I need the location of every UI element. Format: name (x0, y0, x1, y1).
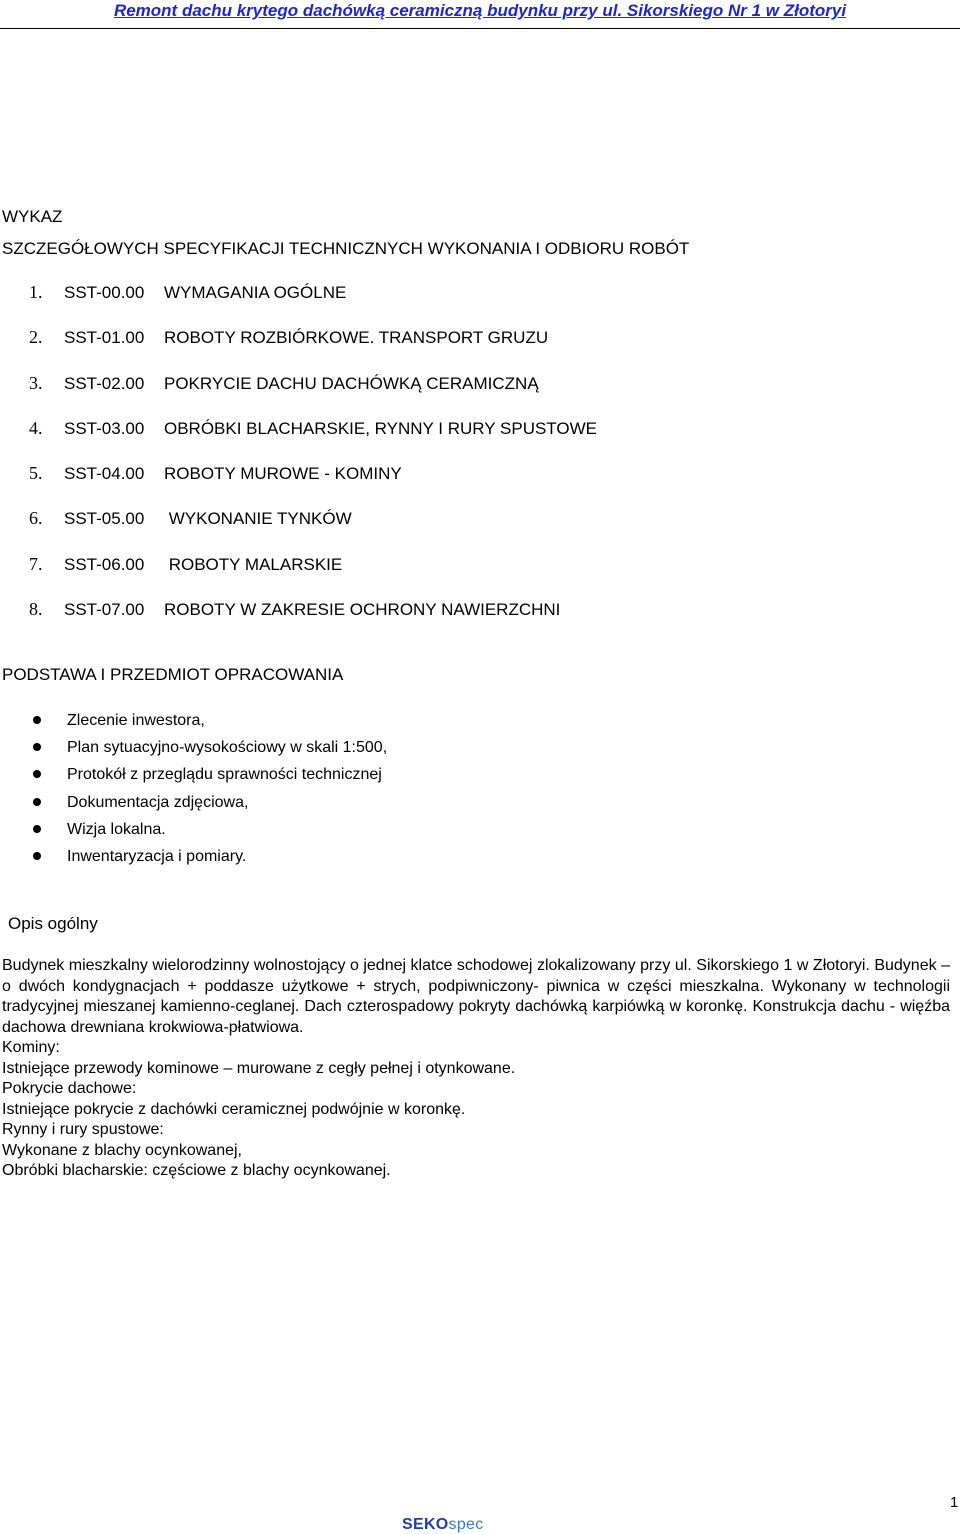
toc-item (29, 599, 560, 620)
toc-label: ROBOTY MUROWE - KOMINY (164, 464, 402, 483)
toc-label: OBRÓBKI BLACHARSKIE, RYNNY I RURY SPUSTOWE (164, 419, 597, 438)
toc-code: SST-07.00 (64, 600, 145, 619)
toc-item (29, 327, 548, 348)
list-item (33, 712, 205, 730)
list-item (33, 821, 166, 839)
toc-number: 8. (29, 599, 43, 619)
list-item-text: Protokół z przeglądu sprawności technicznej (67, 766, 382, 783)
list-item (33, 848, 246, 866)
kominy-text: Istniejące przewody kominowe – murowane z cegły pełnej i otynkowane. (2, 1059, 516, 1077)
toc-code: SST-03.00 (64, 419, 145, 438)
toc-code: SST-02.00 (64, 374, 145, 393)
toc-code: SST-00.00 (64, 283, 145, 302)
page-number: 1 (950, 1494, 959, 1511)
wykaz-subtitle: SZCZEGÓŁOWYCH SPECYFIKACJI TECHNICZNYCH WYKONANIA I ODBIORU ROBÓT (2, 239, 690, 258)
list-item (33, 739, 387, 757)
toc-item (29, 282, 346, 303)
rynny-text: Wykonane z blachy ocynkowanej, (2, 1141, 242, 1159)
logo-part-spec: spec (448, 1516, 484, 1533)
toc-item (29, 463, 402, 484)
toc-label: ROBOTY ROZBIÓRKOWE. TRANSPORT GRUZU (164, 328, 549, 347)
toc-number: 7. (29, 554, 43, 574)
toc-code: SST-04.00 (64, 464, 145, 483)
podstawa-heading: PODSTAWA I PRZEDMIOT OPRACOWANIA (2, 665, 344, 684)
toc-label: WYMAGANIA OGÓLNE (164, 283, 347, 302)
toc-item (29, 508, 352, 529)
toc-item (29, 418, 597, 439)
toc-item (29, 373, 539, 394)
pokrycie-label: Pokrycie dachowe: (2, 1080, 137, 1097)
bullet-icon (33, 852, 41, 860)
list-item-text: Inwentaryzacja i pomiary. (67, 848, 247, 865)
list-item-text: Wizja lokalna. (67, 821, 166, 838)
toc-label: ROBOTY W ZAKRESIE OCHRONY NAWIERZCHNI (164, 600, 561, 619)
toc-code: SST-05.00 (64, 509, 145, 528)
list-item (33, 794, 248, 812)
toc-code: SST-01.00 (64, 328, 145, 347)
toc-number: 4. (29, 418, 43, 438)
bullet-icon (33, 798, 41, 806)
toc-label: ROBOTY MALARSKIE (164, 555, 343, 574)
page-header (0, 0, 960, 29)
header-title: Remont dachu krytego dachówką ceramiczną budynku przy ul. Sikorskiego Nr 1 w Złotoryi (113, 1, 847, 20)
opis-heading: Opis ogólny (8, 914, 98, 933)
opis-body (2, 956, 950, 1182)
toc-number: 5. (29, 463, 43, 483)
wykaz-title: WYKAZ (2, 207, 63, 226)
bullet-icon (33, 716, 41, 724)
list-item-text: Dokumentacja zdjęciowa, (67, 794, 249, 811)
bullet-icon (33, 825, 41, 833)
pokrycie-text: Istniejące pokrycie z dachówki ceramicznej podwójnie w koronkę. (2, 1100, 466, 1118)
toc-number: 3. (29, 373, 43, 393)
obrobki-text: Obróbki blacharskie: częściowe z blachy ocynkowanej. (2, 1162, 391, 1179)
sekospec-logo (402, 1516, 484, 1534)
toc-code: SST-06.00 (64, 555, 145, 574)
list-item-text: Zlecenie inwestora, (67, 712, 205, 729)
kominy-label: Kominy: (2, 1039, 60, 1056)
opis-paragraph: Budynek mieszkalny wielorodzinny wolnostojący o jednej klatce schodowej zlokalizowany przy ul. Sikorskiego 1 w Złotoryi. Budynek – o dwóch kondygnacjach + poddasze użytkowe + strych, podpiwniczony- piwnica w części mieszkalna. Wykonany w technologii tradycyjnej mieszanej kamienno-ceglanej. Dach czterospadowy pokryty dachówką karpiówką w koronkę. Konstrukcja dachu - więźba dachowa drewniana krokwiowa-płatwiowa. (2, 957, 950, 1036)
toc-item (29, 554, 342, 575)
toc-label: POKRYCIE DACHU DACHÓWKĄ CERAMICZNĄ (164, 374, 539, 393)
rynny-label: Rynny i rury spustowe: (2, 1121, 164, 1138)
toc-number: 1. (29, 282, 43, 302)
toc-number: 6. (29, 508, 43, 528)
logo-part-seko: SEKO (402, 1516, 449, 1533)
list-item-text: Plan sytuacyjno-wysokościowy w skali 1:500, (67, 739, 388, 756)
list-item (33, 766, 382, 784)
bullet-icon (33, 743, 41, 751)
toc-number: 2. (29, 327, 43, 347)
toc-label: WYKONANIE TYNKÓW (164, 509, 352, 528)
bullet-icon (33, 770, 41, 778)
